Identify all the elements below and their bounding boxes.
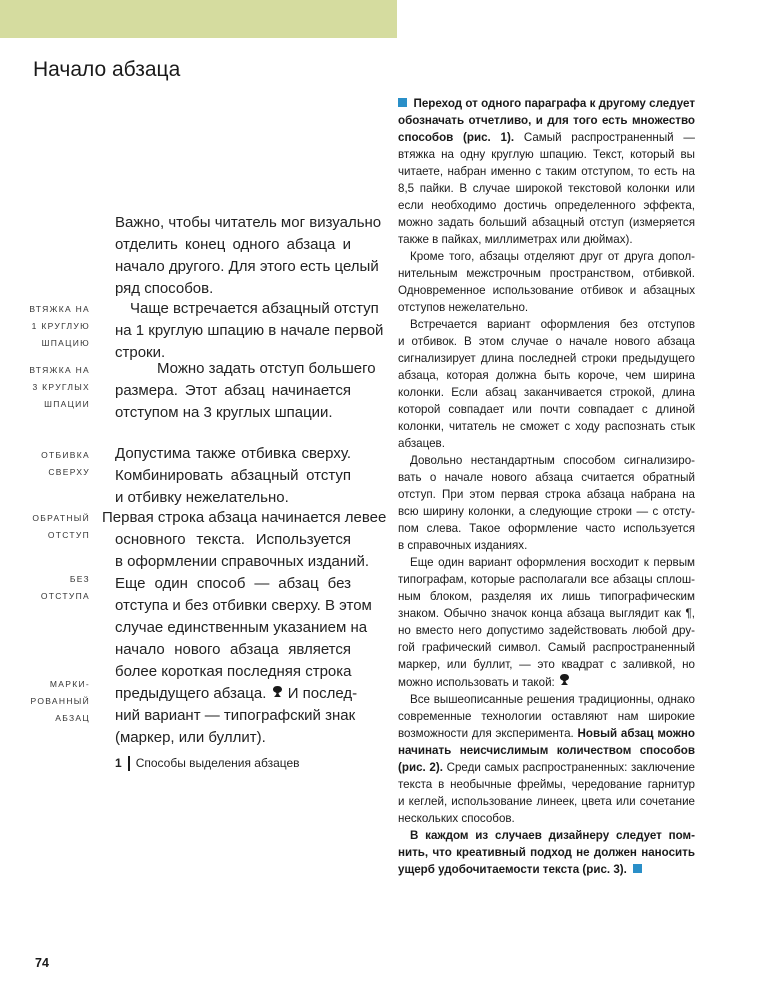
- example-paragraph-5: Первая строка абзаца начинается левее основного текста. Используется в оформлении справочных изданий. Еще один способ — абзац без отступа и без отбивки сверху. В этом случае единственным указанием на начало нового абзаца является более короткая последняя строка предыдущего абзаца. И послед- ний вариант — типографский знак (маркер, или буллит).: [102, 509, 387, 746]
- body-text: [398, 95, 695, 878]
- header-color-bar: [0, 0, 397, 38]
- body-paragraph-3: Встречается вариант оформления без отступов и отбивок. В этом случае о начале нового абзаца сигнализирует длина последней строки предыдущего абзаца, которая должна быть короче, чем ширина колонки. Если абзац заканчивается строкой, длина которой совпадает или почти совпадает с длиной колонки, читатель не сможет с ходу распознать стык абзацев.: [398, 318, 695, 450]
- margin-label-space-above: ОТБИВКА СВЕРХУ: [41, 450, 90, 477]
- margin-label-no-indent: БЕЗ ОТСТУПА: [40, 574, 90, 601]
- end-square-icon: [633, 864, 642, 873]
- margin-label-marked: МАРКИ- РОВАННЫЙ АБЗАЦ: [30, 679, 90, 723]
- example-paragraph-3: Можно задать отступ большего размера. Этот абзац начинается отступом на 3 круглых шпации.: [115, 360, 376, 421]
- figure-caption-text: Способы выделения абзацев: [135, 756, 300, 770]
- margin-label-indent-3: ВТЯЖКА НА 3 КРУГЛЫХ ШПАЦИИ: [29, 365, 90, 409]
- body-paragraph-6: Все вышеописанные решения традиционны, однако современные технологии оставляют нам широкие возможности для эксперимента. Новый абзац можно начинать неисчислимым количеством способов (рис. 2). Среди самых распространенных: заключение текста в необычные фреймы, чередование гарнитур и кеглей, использование линеек, цвета или сочетание нескольких способов.: [398, 693, 695, 825]
- margin-label-hanging-indent: ОБРАТНЫЙ ОТСТУП: [32, 513, 90, 540]
- body-paragraph-1: Переход от одного параграфа к другому следует обозначать отчетливо, и для того есть множество способов (рис. 1). Самый распространенный — втяжка на одну круглую шпацию. Текст, который вы читаете, набран именно с таким отступом, то есть на 8,5 пайки. В случае широкой текстовой колонки или если необходимо достичь определенного эффекта, можно задать больший абзацный отступ (измеряется также в пайках, миллиметрах или дюймах).: [398, 97, 695, 246]
- example-paragraph-4: Допустима также отбивка сверху. Комбинировать абзацный отступ и отбивку нежелательно.: [115, 445, 351, 506]
- page-number: 74: [35, 956, 49, 970]
- figure-caption: [115, 756, 300, 771]
- page-title: Начало абзаца: [33, 58, 181, 81]
- example-paragraph-2: Чаще встречается абзацный отступ на 1 круглую шпацию в начале первой строки.: [115, 300, 384, 361]
- square-bullet-icon: [398, 98, 407, 107]
- figure-number: 1: [115, 756, 130, 771]
- fleuron-icon: [558, 673, 571, 687]
- body-paragraph-2: Кроме того, абзацы отделяют друг от друга допол- нительным межстрочным пространством, отбивкой. Одновременное использование отбивок и абзацных отступов нежелательно.: [398, 250, 695, 314]
- margin-label-indent-1: ВТЯЖКА НА 1 КРУГЛУЮ ШПАЦИЮ: [29, 304, 90, 348]
- body-paragraph-4: Довольно нестандартным способом сигнализиро- вать о начале нового абзаца считается обратный отступ. При этом первая строка абзаца набрана на всю ширину колонки, а следующие строки — с отсту- пом слева. Такое оформление часто используется в справочных изданиях.: [398, 454, 695, 552]
- body-paragraph-7: В каждом из случаев дизайнеру следует пом- нить, что креативный подход не должен наносить ущерб удобочитаемости текста (рис. 3).: [398, 829, 695, 876]
- body-paragraph-5: Еще один вариант оформления восходит к первым типографам, которые располагали все абзацы сплош- ным блоком, разделяя их лишь типографическим знаком. Обычно значок конца абзаца выглядит как ¶, но вместо него допустимо задействовать любой дру- гой графический символ. Самый распространенный маркер, или буллит, — это квадрат с заливкой, но можно использовать и такой:: [398, 556, 695, 689]
- fleuron-icon: [271, 685, 284, 699]
- example-paragraph-1: Важно, чтобы читатель мог визуально отделить конец одного абзаца и начало другого. Для этого есть целый ряд способов.: [115, 214, 382, 297]
